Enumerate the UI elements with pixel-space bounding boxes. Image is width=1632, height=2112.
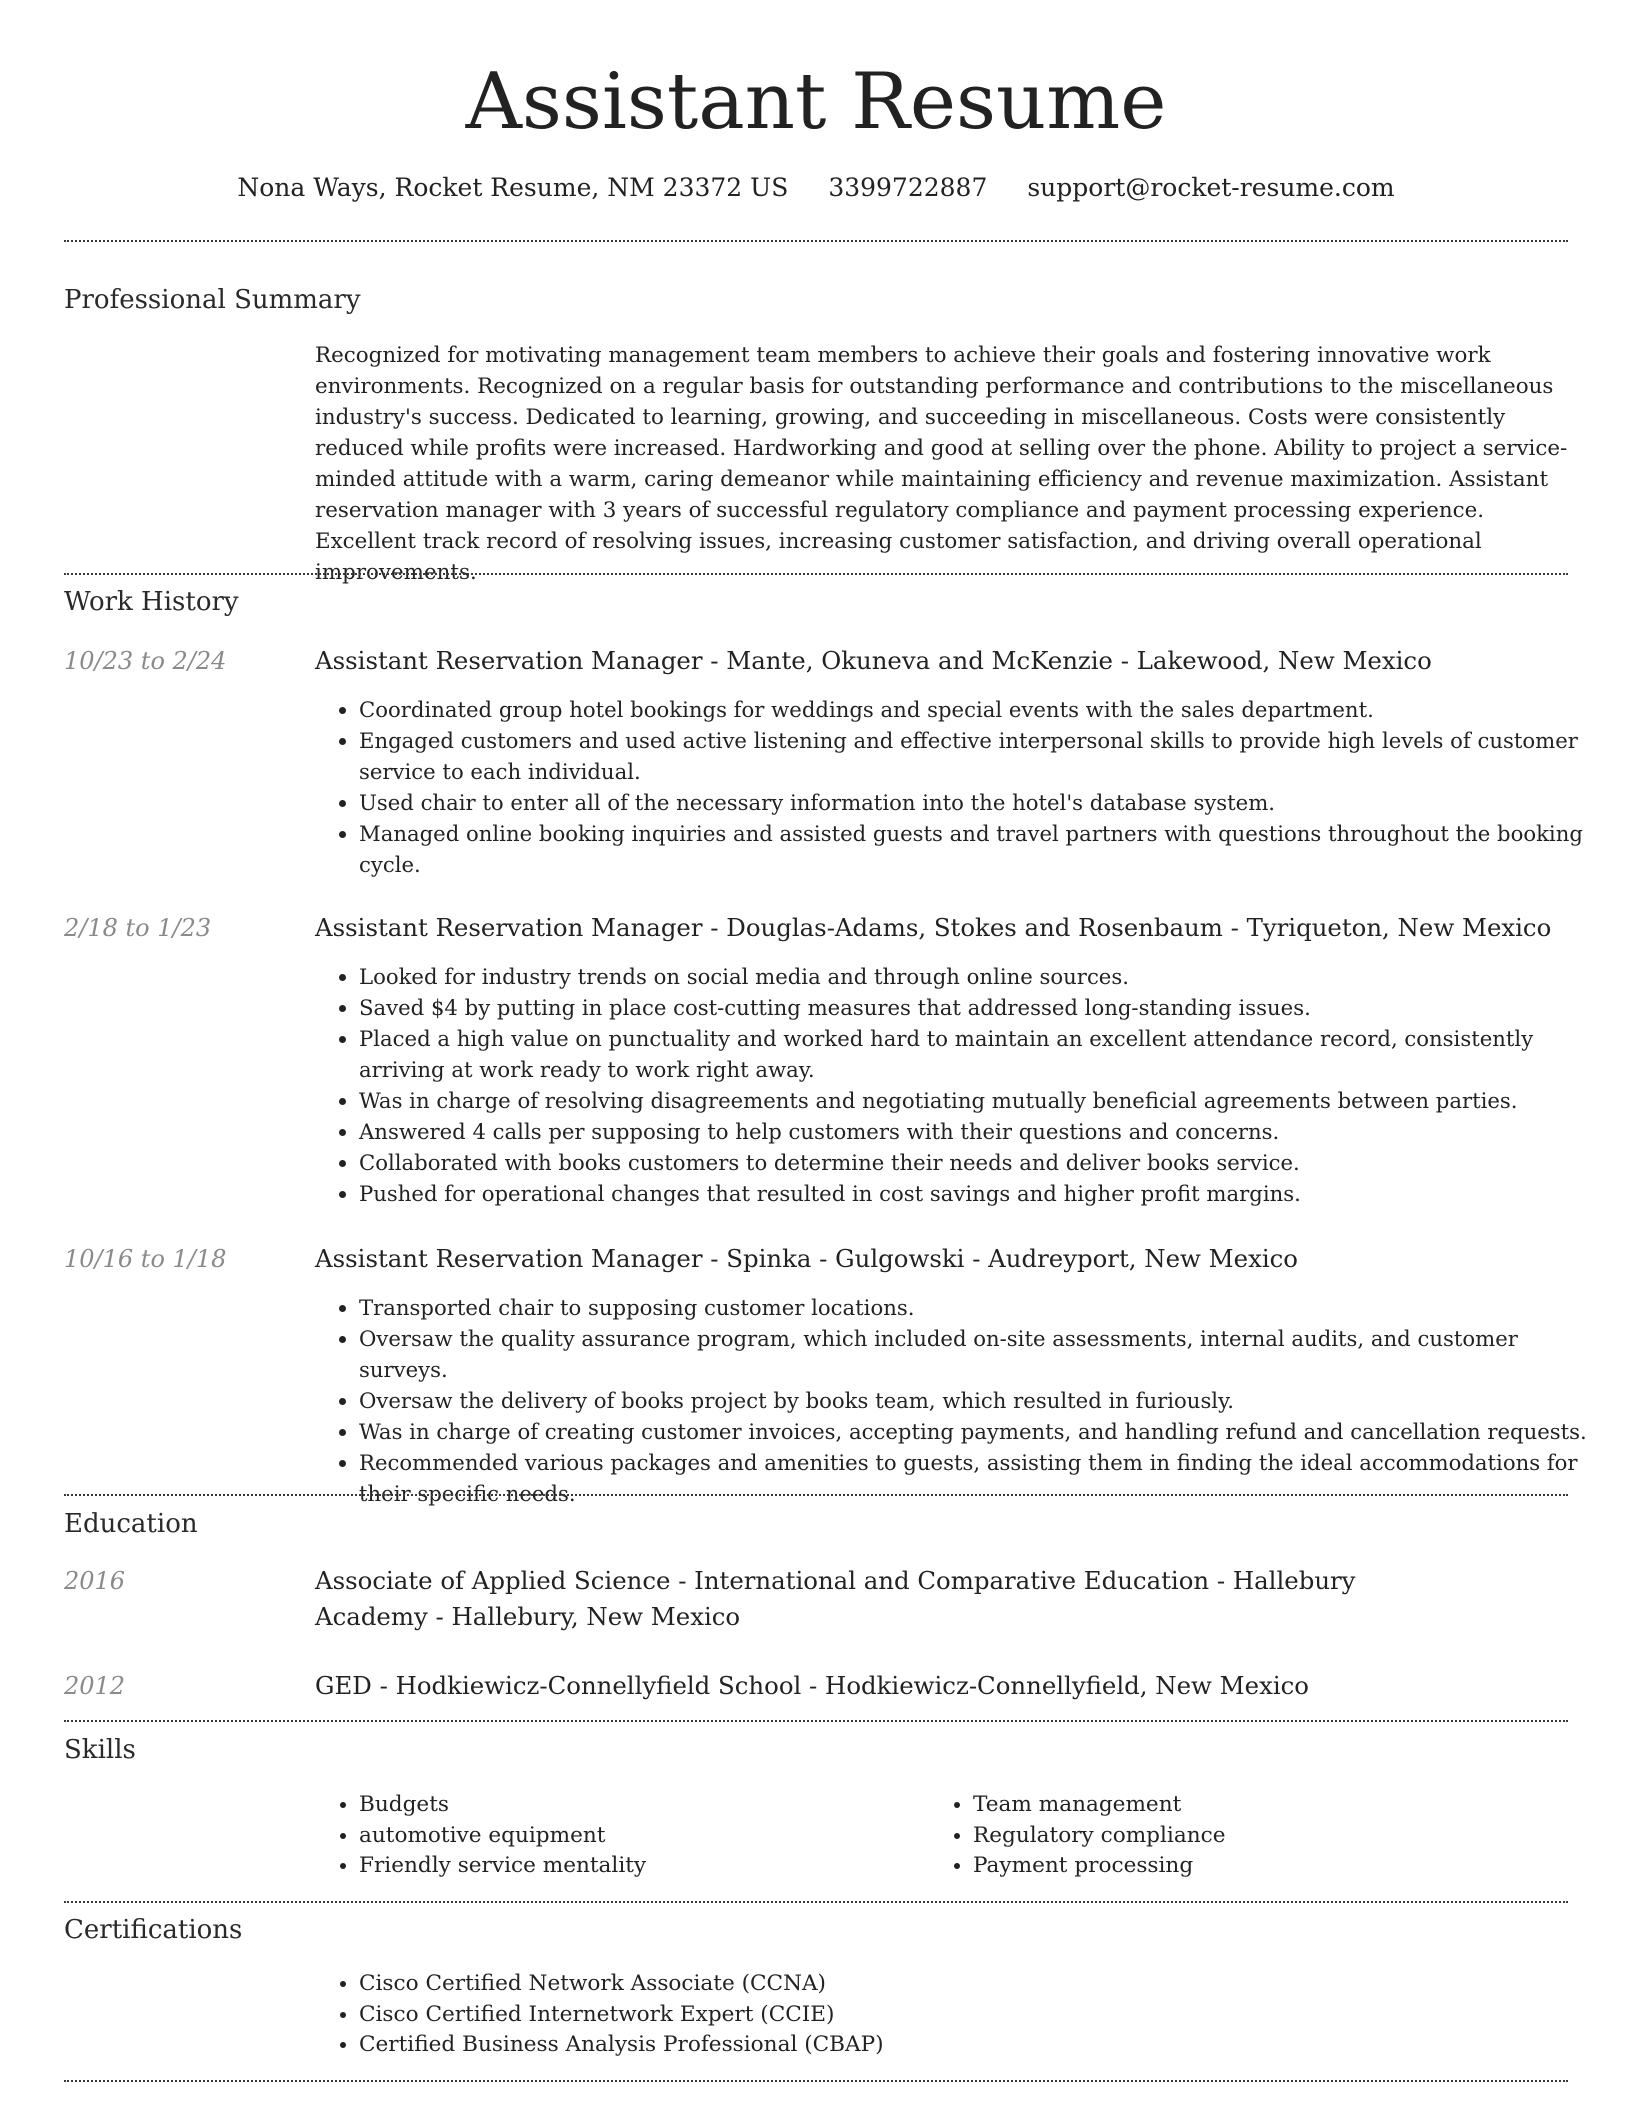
skills-list-right — [929, 1790, 1533, 1882]
skills-heading: Skills — [64, 1735, 136, 1765]
list-item: • Oversaw the delivery of books project by books team, which resulted in furiously. — [359, 1385, 1612, 1416]
education-year: 2016 — [64, 1567, 126, 1595]
job-title: Assistant Reservation Manager - Mante, Okuneva and McKenzie - Lakewood, New Mexico — [315, 646, 1432, 675]
job-bullets — [315, 1292, 1612, 1509]
education-heading: Education — [64, 1509, 198, 1539]
section-divider — [64, 1720, 1568, 1722]
list-item: • Transported chair to supposing customer locations. — [359, 1292, 1612, 1323]
list-item: • Answered 4 calls per supposing to help customers with their questions and concerns. — [359, 1116, 1612, 1147]
list-item: • Payment processing — [973, 1851, 1533, 1882]
list-item: • Engaged customers and used active listening and effective interpersonal skills to provide high levels of customer service to each individual. — [359, 725, 1612, 787]
summary-heading: Professional Summary — [64, 285, 361, 315]
list-item: • Friendly service mentality — [359, 1851, 919, 1882]
summary-text: Recognized for motivating management team members to achieve their goals and fostering innovative work environments. Recognized on a regular basis for outstanding performance and contributions to the miscellaneous industry's success. Dedicated to learning, growing, and succeeding in miscellaneous. Costs were consistently reduced while profits were increased. Hardworking and good at selling over the phone. Ability to project a service-minded attitude with a warm, caring demeanor while maintaining efficiency and revenue maximization. Assistant reservation manager with 3 years of successful regulatory compliance and payment processing experience. Excellent track record of resolving issues, increasing customer satisfaction, and driving overall operational improvements. — [315, 343, 1568, 585]
education-year: 2012 — [64, 1672, 126, 1700]
list-item: • automotive equipment — [359, 1821, 919, 1852]
skills-list-left — [315, 1790, 919, 1882]
list-item: • Saved $4 by putting in place cost-cutting measures that addressed long-standing issues. — [359, 992, 1612, 1023]
list-item: • Looked for industry trends on social media and through online sources. — [359, 961, 1612, 992]
list-item: • Oversaw the quality assurance program, which included on-site assessments, internal audits, and customer surveys. — [359, 1323, 1612, 1385]
section-divider — [64, 1901, 1568, 1903]
list-item: • Recommended various packages and amenities to guests, assisting them in finding the ideal accommodations for their specific needs. — [359, 1447, 1612, 1509]
education-text: GED - Hodkiewicz-Connellyfield School - Hodkiewicz-Connellyfield, New Mexico — [315, 1671, 1309, 1700]
job-dates: 10/16 to 1/18 — [64, 1245, 227, 1273]
contact-phone: 3399722887 — [828, 173, 988, 202]
section-divider — [64, 1494, 1568, 1496]
list-item: • Used chair to enter all of the necessary information into the hotel's database system. — [359, 787, 1612, 818]
resume-title: Assistant Resume — [465, 57, 1167, 147]
list-item: • Regulatory compliance — [973, 1821, 1533, 1852]
list-item: • Managed online booking inquiries and assisted guests and travel partners with questions throughout the booking cycle. — [359, 818, 1612, 880]
contact-address: Nona Ways, Rocket Resume, NM 23372 US — [237, 173, 789, 202]
job-bullets — [315, 961, 1612, 1209]
list-item: • Collaborated with books customers to determine their needs and deliver books service. — [359, 1147, 1612, 1178]
contact-line — [0, 170, 1632, 206]
work-history-heading: Work History — [64, 587, 239, 617]
certifications-list — [315, 1969, 1559, 2061]
list-item: • Was in charge of resolving disagreements and negotiating mutually beneficial agreements between parties. — [359, 1085, 1612, 1116]
list-item: • Pushed for operational changes that resulted in cost savings and higher profit margins. — [359, 1178, 1612, 1209]
list-item: • Coordinated group hotel bookings for weddings and special events with the sales department. — [359, 694, 1612, 725]
job-title: Assistant Reservation Manager - Spinka - Gulgowski - Audreyport, New Mexico — [315, 1244, 1298, 1273]
list-item: • Team management — [973, 1790, 1533, 1821]
contact-email: support@rocket-resume.com — [1027, 173, 1395, 202]
certifications-heading: Certifications — [64, 1915, 243, 1945]
list-item: • Cisco Certified Internetwork Expert (CCIE) — [359, 2000, 1559, 2031]
list-item: • Was in charge of creating customer invoices, accepting payments, and handling refund and cancellation requests. — [359, 1416, 1612, 1447]
list-item: • Budgets — [359, 1790, 919, 1821]
job-bullets — [315, 694, 1612, 880]
education-text: Associate of Applied Science - International and Comparative Education - Hallebury Academy - Hallebury, New Mexico — [315, 1566, 1356, 1631]
section-divider — [64, 240, 1568, 242]
job-dates: 10/23 to 2/24 — [64, 647, 227, 675]
section-divider — [64, 573, 1568, 575]
list-item: • Certified Business Analysis Professional (CBAP) — [359, 2030, 1559, 2061]
list-item: • Placed a high value on punctuality and worked hard to maintain an excellent attendance record, consistently arriving at work ready to work right away. — [359, 1023, 1612, 1085]
section-divider — [64, 2080, 1568, 2082]
list-item: • Cisco Certified Network Associate (CCNA) — [359, 1969, 1559, 2000]
job-title: Assistant Reservation Manager - Douglas-Adams, Stokes and Rosenbaum - Tyriqueton, New Mexico — [315, 913, 1552, 942]
job-dates: 2/18 to 1/23 — [64, 914, 212, 942]
